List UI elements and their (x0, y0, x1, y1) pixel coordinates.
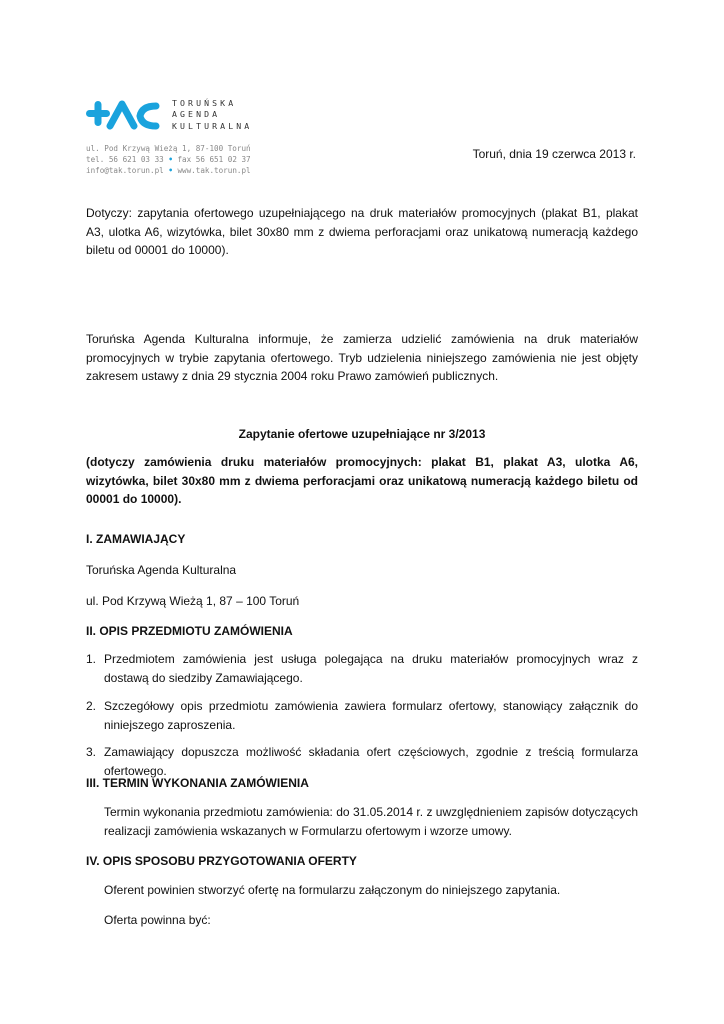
list-item-text: Szczegółowy opis przedmiotu zamówienia zawiera formularz ofertowy, stanowiący załącznik do niniejszego zaproszenia. (104, 699, 638, 732)
contact-phone: tel. 56 621 03 33 (86, 155, 164, 165)
contact-phone-fax (86, 154, 266, 165)
intro-paragraph: Toruńska Agenda Kulturalna informuje, że zamierza udzielić zamówienia na druk materiałów promocyjnych w trybie zapytania ofertowego. Tryb udzielenia niniejszego zamówienia nie jest objęty zakresem ustawy z dnia 29 stycznia 2004 roku Prawo zamówień publicznych. (86, 332, 638, 383)
subject-paragraph: Dotyczy: zapytania ofertowego uzupełniającego na druk materiałów promocyjnych (plakat B1, plakat A3, ulotka A6, wizytówka, bilet 30x80 mm z dwiema perforacjami oraz unikatową numeracją każdego biletu od 00001 do 10000). (86, 206, 638, 257)
separator-dot: • (168, 155, 173, 165)
section-1-heading: I. ZAMAWIAJĄCY (86, 532, 186, 546)
separator-dot: • (168, 166, 173, 176)
organization-logo (84, 98, 254, 140)
list-item-number: 3. (86, 745, 97, 759)
logo-line-1: TORUŃSKA (172, 98, 237, 108)
contact-info (86, 143, 266, 177)
list-item (86, 697, 638, 734)
logo-line-3: KULTURALNA (172, 120, 253, 131)
tak-logo-icon (84, 98, 170, 132)
contact-fax: fax 56 651 02 37 (177, 155, 251, 165)
list-item-text: Zamawiający dopuszcza możliwość składania ofert częściowych, zgodnie z treścią formularza ofertowego. (104, 745, 638, 778)
document-title: Zapytanie ofertowe uzupełniające nr 3/2013 (238, 427, 486, 441)
contact-web (86, 165, 266, 176)
contact-website[interactable]: www.tak.torun.pl (177, 166, 251, 176)
logo-wordmark (172, 98, 262, 132)
deadline-paragraph: Termin wykonania przedmiotu zamówienia: do 31.05.2014 r. z uwzględnieniem zapisów dotyczących realizacji zamówienia wskazanych w Formularzu ofertowym i wzorze umowy. (104, 805, 638, 838)
offer-requirements-intro: Oferta powinna być: (104, 913, 211, 927)
list-item-text: Przedmiotem zamówienia jest usługa polegająca na druku materiałów promocyjnych wraz z dostawą do siedziby Zamawiającego. (104, 652, 638, 685)
section-3-heading: III. TERMIN WYKONANIA ZAMÓWIENIA (86, 776, 309, 790)
list-item (86, 743, 638, 780)
ordering-party-name: Toruńska Agenda Kulturalna (86, 563, 237, 577)
list-item-number: 1. (86, 652, 97, 666)
ordering-party-address: ul. Pod Krzywą Wieżą 1, 87 – 100 Toruń (86, 594, 300, 608)
logo-line-2: AGENDA (172, 109, 221, 120)
contact-email[interactable]: info@tak.torun.pl (86, 166, 164, 176)
offer-instructions-paragraph: Oferent powinien stworzyć ofertę na formularzu załączonym do niniejszego zapytania. (104, 883, 561, 897)
letter-date: Toruń, dnia 19 czerwca 2013 r. (472, 147, 636, 161)
section-2-heading: II. OPIS PRZEDMIOTU ZAMÓWIENIA (86, 624, 293, 638)
document-title-description: (dotyczy zamówienia druku materiałów promocyjnych: plakat B1, plakat A3, ulotka A6, wizytówka, bilet 30x80 mm z dwiema perforacjami oraz unikatową numeracją każdego biletu od 00001 do 10000). (86, 455, 638, 506)
list-item-number: 2. (86, 699, 97, 713)
list-item (86, 650, 638, 687)
contact-address: ul. Pod Krzywą Wieżą 1, 87-100 Toruń (86, 144, 251, 153)
section-4-heading: IV. OPIS SPOSOBU PRZYGOTOWANIA OFERTY (86, 854, 357, 868)
